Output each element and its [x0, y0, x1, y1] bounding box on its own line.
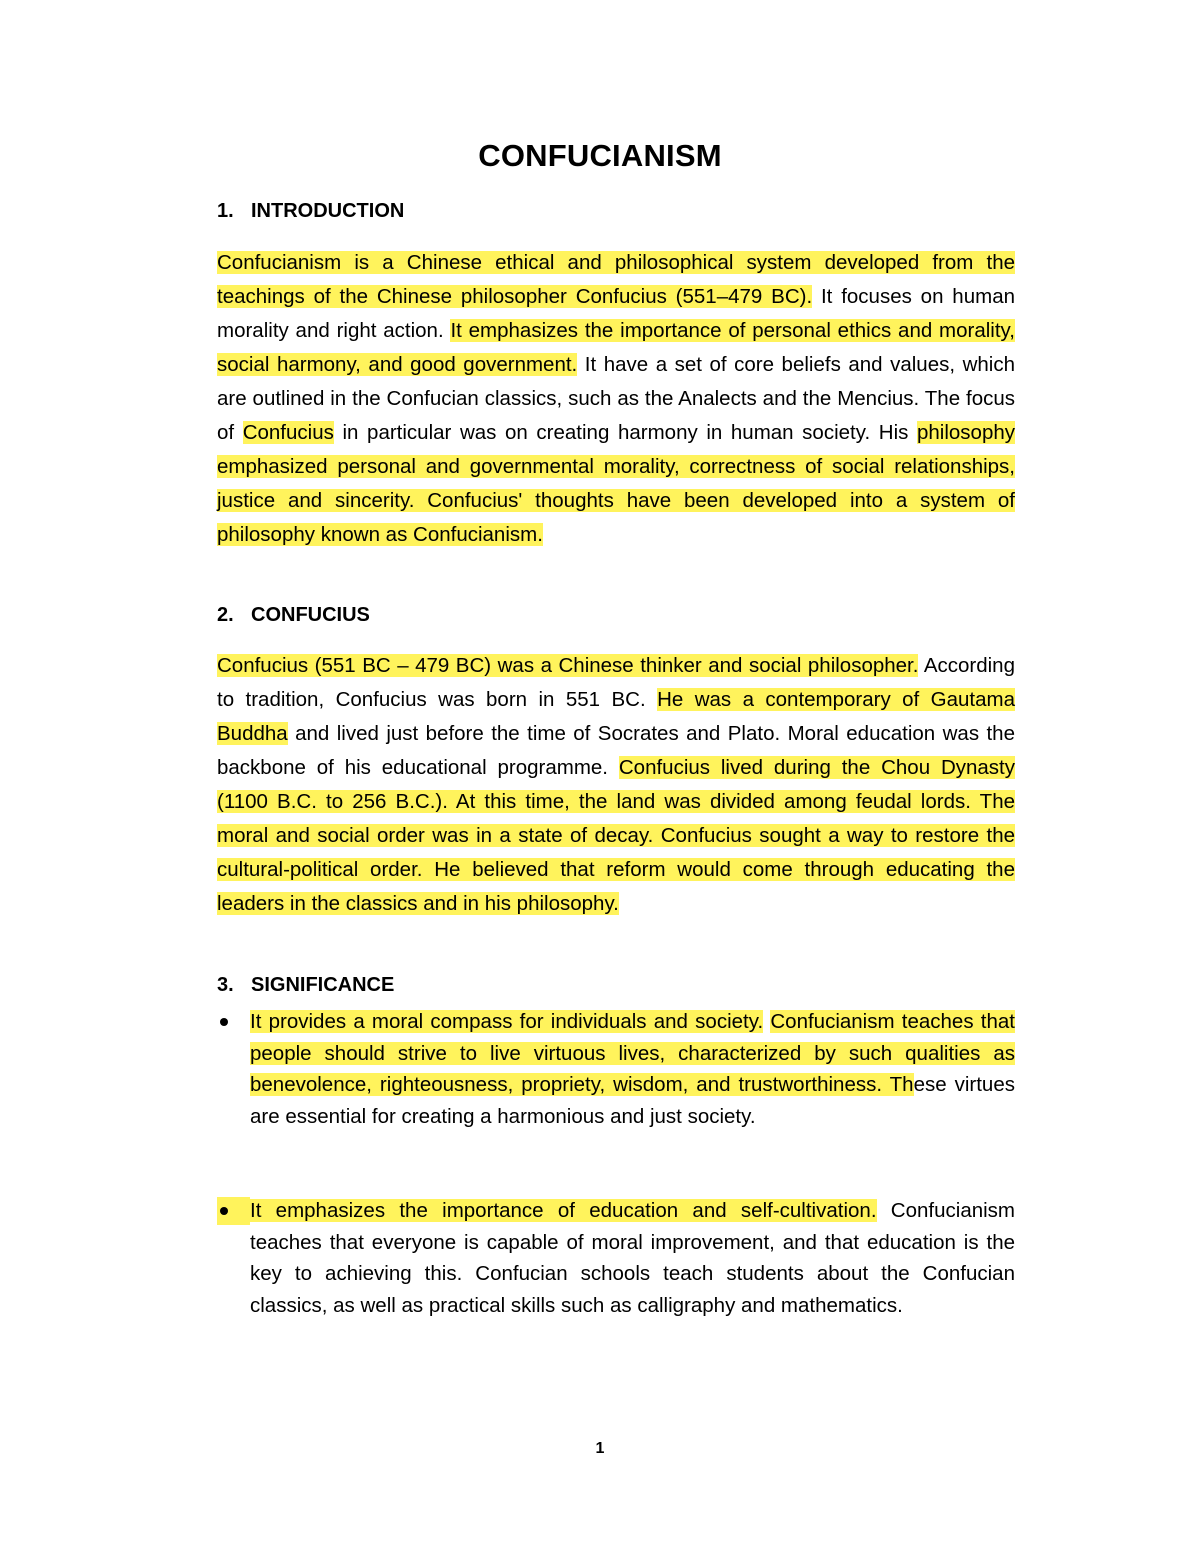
section-heading-significance	[217, 974, 394, 997]
section-number: 3.	[217, 974, 234, 996]
section-heading-text: INTRODUCTION	[251, 200, 405, 222]
bullet-icon	[220, 1018, 228, 1026]
highlighted-text: Confucianism is a Chinese ethical and philosophical system developed from the teachings of the Chinese philosopher Confucius (551–479 BC).	[217, 251, 1015, 308]
document-title: CONFUCIANISM	[478, 138, 722, 173]
highlighted-text: Confucius lived during the Chou Dynasty (1100 B.C. to 256 B.C.). At this time, the land was divided among feudal lords. The moral and social order was in a state of decay. Confucius sought a way to restore the cultural-political order. He believed that reform would come through educating the leaders in the classics and in his philosophy.	[217, 756, 1015, 915]
plain-text: It focuses on human morality and right action.	[217, 285, 1015, 342]
highlighted-text: He was a contemporary of Gautama Buddha	[217, 688, 1015, 745]
highlighted-text: It emphasizes the importance of personal ethics and morality, social harmony, and good government.	[217, 319, 1015, 376]
section-number: 1.	[217, 200, 234, 222]
plain-text: and lived just before the time of Socrates and Plato. Moral education was the backbone of his educational programme.	[217, 722, 1015, 779]
section-heading-introduction	[217, 200, 404, 223]
page-number: 1	[595, 1440, 605, 1457]
plain-text: ese virtues are essential for creating a harmonious and just society.	[250, 1073, 1015, 1128]
section-heading-confucius	[217, 604, 370, 627]
section-heading-text: SIGNIFICANCE	[251, 974, 395, 996]
plain-text: Confucianism teaches that everyone is capable of moral improvement, and that education is the key to achieving this. Confucian schools teach students about the Confucian classics, as well as practical skills such as calligraphy and mathematics.	[250, 1199, 1015, 1317]
plain-text: in particular was on creating harmony in human society. His	[333, 421, 917, 444]
highlighted-text: Confucius (551 BC – 479 BC) was a Chinese thinker and social philosopher.	[217, 654, 919, 677]
highlighted-text: Confucianism teaches that people should strive to live virtuous lives, characterized by such qualities as benevolence, righteousness, propriety, wisdom, and trustworthiness. Th	[250, 1010, 1015, 1096]
list-item	[217, 1006, 1015, 1132]
highlighted-text: It emphasizes the importance of education and self-cultivation.	[250, 1199, 877, 1222]
plain-text: According to tradition, Confucius was born in 551 BC.	[217, 654, 1015, 711]
bullet-icon	[220, 1207, 228, 1215]
highlighted-text: philosophy emphasized personal and governmental morality, correctness of social relationships, justice and sincerity. Confucius' thoughts have been developed into a system of philosophy known as Confucianism.	[217, 421, 1015, 546]
plain-text: It have a set of core beliefs and values, which are outlined in the Confucian classics, such as the Analects and the Mencius. The focus of	[217, 353, 1015, 444]
list-item	[217, 1195, 1015, 1321]
confucius-paragraph	[217, 649, 1015, 921]
section-heading-text: CONFUCIUS	[251, 604, 370, 626]
highlighted-text: It provides a moral compass for individuals and society.	[250, 1010, 764, 1033]
introduction-paragraph	[217, 246, 1015, 552]
section-number: 2.	[217, 604, 234, 626]
significance-list	[217, 1006, 1015, 1132]
significance-list-continued	[217, 1195, 1015, 1321]
highlighted-text: Confucius	[242, 421, 334, 444]
